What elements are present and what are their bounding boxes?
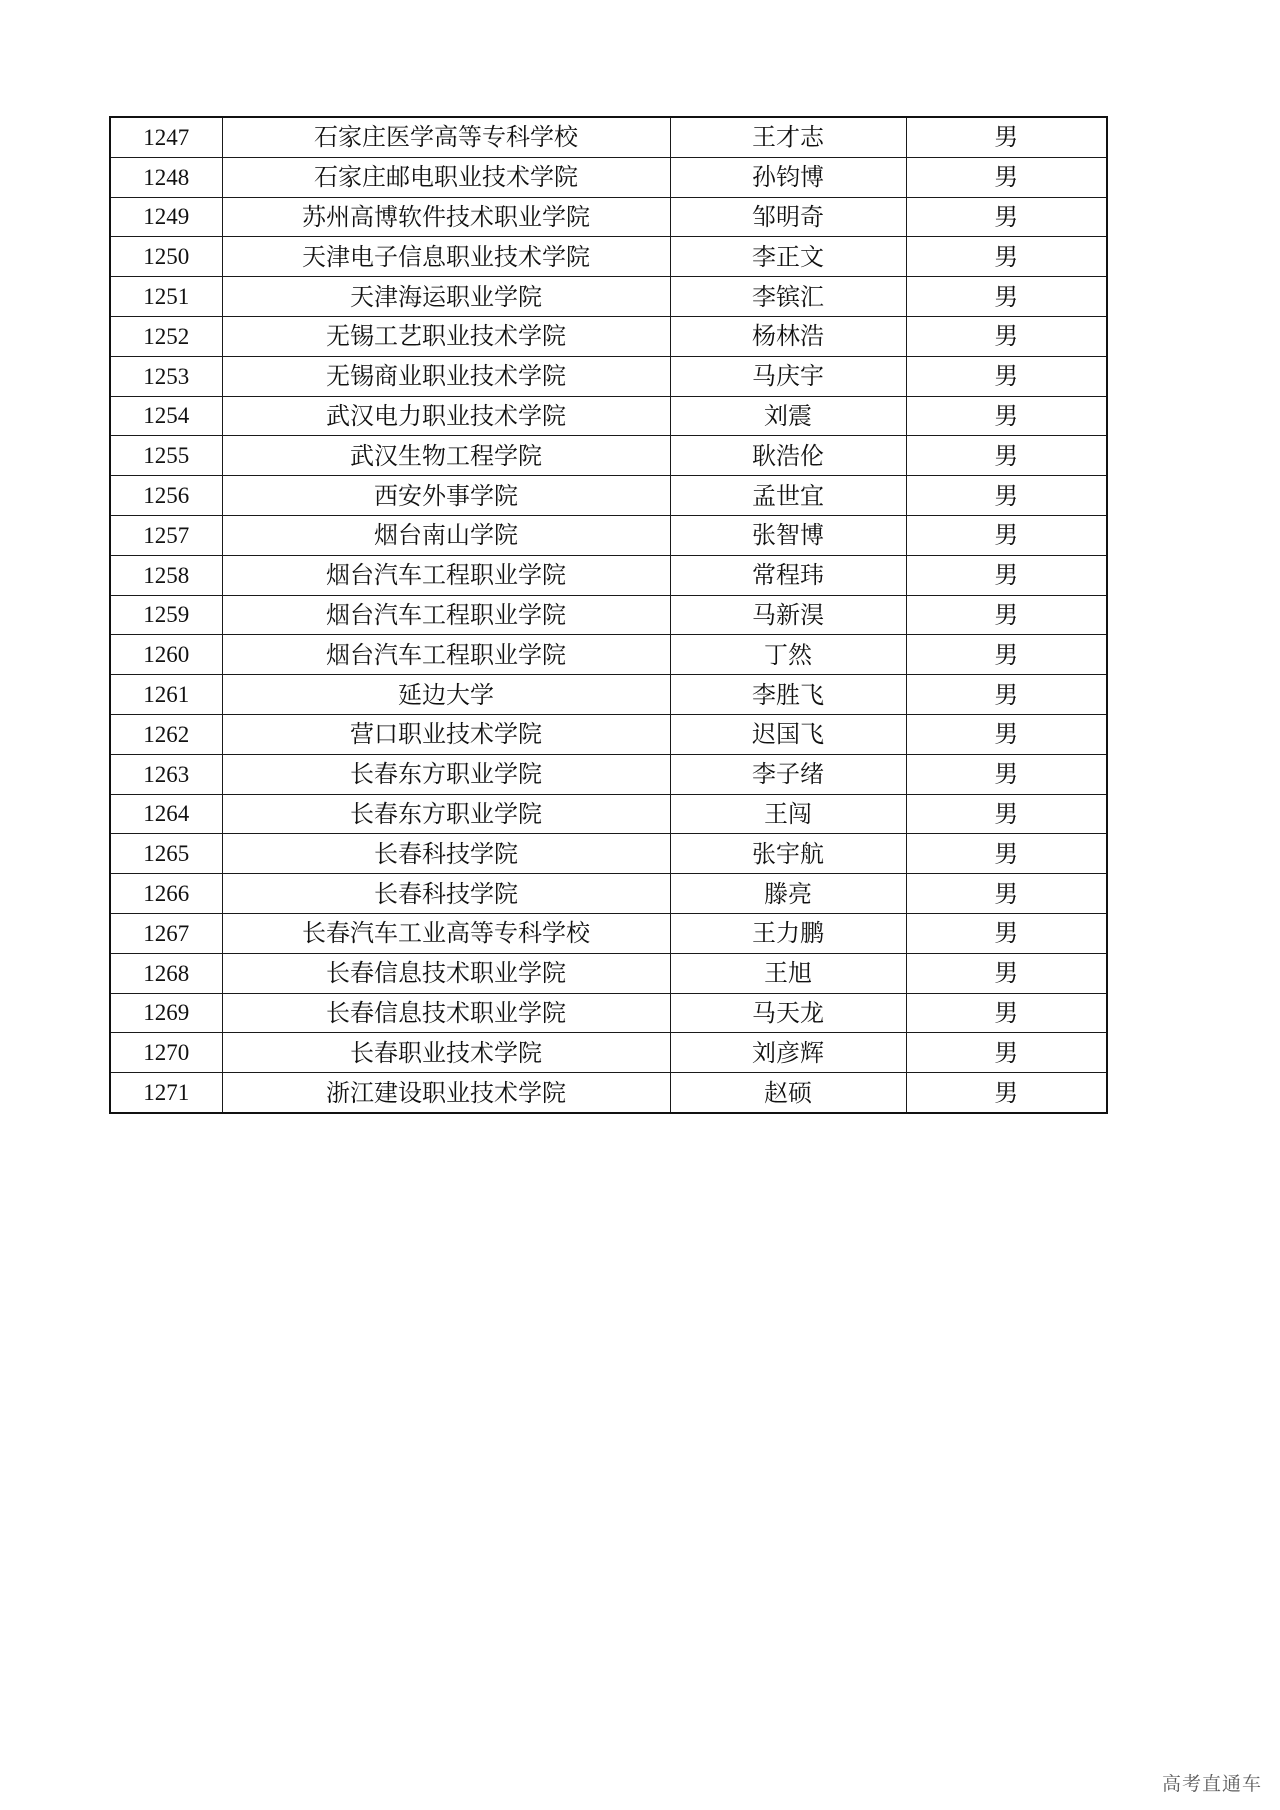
school-cell: 营口职业技术学院 [222, 714, 670, 754]
gender-cell: 男 [906, 1033, 1107, 1073]
gender-cell: 男 [906, 356, 1107, 396]
gender-cell: 男 [906, 476, 1107, 516]
row-number-cell: 1260 [110, 635, 222, 675]
student-name-cell: 孟世宜 [670, 476, 906, 516]
table-row [110, 635, 1107, 675]
gender-cell: 男 [906, 834, 1107, 874]
row-number-cell: 1269 [110, 993, 222, 1033]
table-row [110, 436, 1107, 476]
row-number-cell: 1264 [110, 794, 222, 834]
table-row [110, 555, 1107, 595]
gender-cell: 男 [906, 754, 1107, 794]
student-name-cell: 张宇航 [670, 834, 906, 874]
student-name-cell: 王才志 [670, 117, 906, 157]
table-row [110, 117, 1107, 157]
table-row [110, 277, 1107, 317]
row-number-cell: 1247 [110, 117, 222, 157]
row-number-cell: 1262 [110, 714, 222, 754]
student-name-cell: 刘震 [670, 396, 906, 436]
row-number-cell: 1251 [110, 277, 222, 317]
gender-cell: 男 [906, 117, 1107, 157]
row-number-cell: 1257 [110, 515, 222, 555]
gender-cell: 男 [906, 1073, 1107, 1113]
school-cell: 长春汽车工业高等专科学校 [222, 913, 670, 953]
school-cell: 烟台汽车工程职业学院 [222, 635, 670, 675]
student-name-cell: 赵硕 [670, 1073, 906, 1113]
gender-cell: 男 [906, 316, 1107, 356]
table-row [110, 953, 1107, 993]
student-name-cell: 王旭 [670, 953, 906, 993]
table-row [110, 754, 1107, 794]
student-name-cell: 张智博 [670, 515, 906, 555]
gender-cell: 男 [906, 874, 1107, 914]
school-cell: 无锡工艺职业技术学院 [222, 316, 670, 356]
gender-cell: 男 [906, 953, 1107, 993]
school-cell: 西安外事学院 [222, 476, 670, 516]
row-number-cell: 1254 [110, 396, 222, 436]
gender-cell: 男 [906, 913, 1107, 953]
school-cell: 苏州高博软件技术职业学院 [222, 197, 670, 237]
table-row [110, 993, 1107, 1033]
table-row [110, 834, 1107, 874]
school-cell: 长春职业技术学院 [222, 1033, 670, 1073]
school-cell: 武汉电力职业技术学院 [222, 396, 670, 436]
student-name-cell: 丁然 [670, 635, 906, 675]
school-cell: 石家庄邮电职业技术学院 [222, 157, 670, 197]
row-number-cell: 1258 [110, 555, 222, 595]
row-number-cell: 1256 [110, 476, 222, 516]
school-cell: 长春科技学院 [222, 874, 670, 914]
gender-cell: 男 [906, 396, 1107, 436]
student-name-cell: 李胜飞 [670, 675, 906, 715]
table-row [110, 396, 1107, 436]
school-cell: 长春东方职业学院 [222, 794, 670, 834]
gender-cell: 男 [906, 635, 1107, 675]
gender-cell: 男 [906, 277, 1107, 317]
row-number-cell: 1250 [110, 237, 222, 277]
student-name-cell: 耿浩伦 [670, 436, 906, 476]
table-row [110, 237, 1107, 277]
student-name-cell: 杨林浩 [670, 316, 906, 356]
row-number-cell: 1270 [110, 1033, 222, 1073]
student-name-cell: 李子绪 [670, 754, 906, 794]
watermark-text: 高考直通车 [1161, 1773, 1262, 1795]
table-row [110, 157, 1107, 197]
row-number-cell: 1252 [110, 316, 222, 356]
student-name-cell: 李正文 [670, 237, 906, 277]
gender-cell: 男 [906, 714, 1107, 754]
student-name-cell: 迟国飞 [670, 714, 906, 754]
row-number-cell: 1271 [110, 1073, 222, 1113]
school-cell: 天津海运职业学院 [222, 277, 670, 317]
student-name-cell: 马天龙 [670, 993, 906, 1033]
student-name-cell: 马新淏 [670, 595, 906, 635]
table-row [110, 356, 1107, 396]
gender-cell: 男 [906, 436, 1107, 476]
school-cell: 长春信息技术职业学院 [222, 993, 670, 1033]
table-row [110, 714, 1107, 754]
gender-cell: 男 [906, 675, 1107, 715]
table-row [110, 197, 1107, 237]
table-row [110, 913, 1107, 953]
row-number-cell: 1267 [110, 913, 222, 953]
table-row [110, 1033, 1107, 1073]
row-number-cell: 1261 [110, 675, 222, 715]
school-cell: 武汉生物工程学院 [222, 436, 670, 476]
row-number-cell: 1249 [110, 197, 222, 237]
gender-cell: 男 [906, 515, 1107, 555]
student-name-cell: 马庆宇 [670, 356, 906, 396]
student-name-cell: 王闯 [670, 794, 906, 834]
student-name-cell: 滕亮 [670, 874, 906, 914]
gender-cell: 男 [906, 993, 1107, 1033]
table-row [110, 515, 1107, 555]
row-number-cell: 1263 [110, 754, 222, 794]
table-row [110, 794, 1107, 834]
school-cell: 烟台南山学院 [222, 515, 670, 555]
row-number-cell: 1265 [110, 834, 222, 874]
row-number-cell: 1266 [110, 874, 222, 914]
student-name-cell: 邹明奇 [670, 197, 906, 237]
school-cell: 长春科技学院 [222, 834, 670, 874]
gender-cell: 男 [906, 555, 1107, 595]
student-name-cell: 常程玮 [670, 555, 906, 595]
school-cell: 烟台汽车工程职业学院 [222, 555, 670, 595]
row-number-cell: 1248 [110, 157, 222, 197]
table-row [110, 316, 1107, 356]
school-cell: 延边大学 [222, 675, 670, 715]
student-name-cell: 王力鹏 [670, 913, 906, 953]
school-cell: 无锡商业职业技术学院 [222, 356, 670, 396]
gender-cell: 男 [906, 197, 1107, 237]
table-row [110, 675, 1107, 715]
row-number-cell: 1255 [110, 436, 222, 476]
school-cell: 天津电子信息职业技术学院 [222, 237, 670, 277]
school-cell: 长春东方职业学院 [222, 754, 670, 794]
school-cell: 石家庄医学高等专科学校 [222, 117, 670, 157]
school-cell: 烟台汽车工程职业学院 [222, 595, 670, 635]
table-row [110, 476, 1107, 516]
table-row [110, 1073, 1107, 1113]
student-name-cell: 孙钧博 [670, 157, 906, 197]
student-name-cell: 李镔汇 [670, 277, 906, 317]
school-cell: 长春信息技术职业学院 [222, 953, 670, 993]
row-number-cell: 1268 [110, 953, 222, 993]
table-row [110, 595, 1107, 635]
roster-table [109, 116, 1108, 1114]
gender-cell: 男 [906, 237, 1107, 277]
gender-cell: 男 [906, 794, 1107, 834]
student-name-cell: 刘彦辉 [670, 1033, 906, 1073]
roster-table-body [110, 117, 1107, 1113]
school-cell: 浙江建设职业技术学院 [222, 1073, 670, 1113]
row-number-cell: 1253 [110, 356, 222, 396]
row-number-cell: 1259 [110, 595, 222, 635]
table-row [110, 874, 1107, 914]
gender-cell: 男 [906, 157, 1107, 197]
gender-cell: 男 [906, 595, 1107, 635]
